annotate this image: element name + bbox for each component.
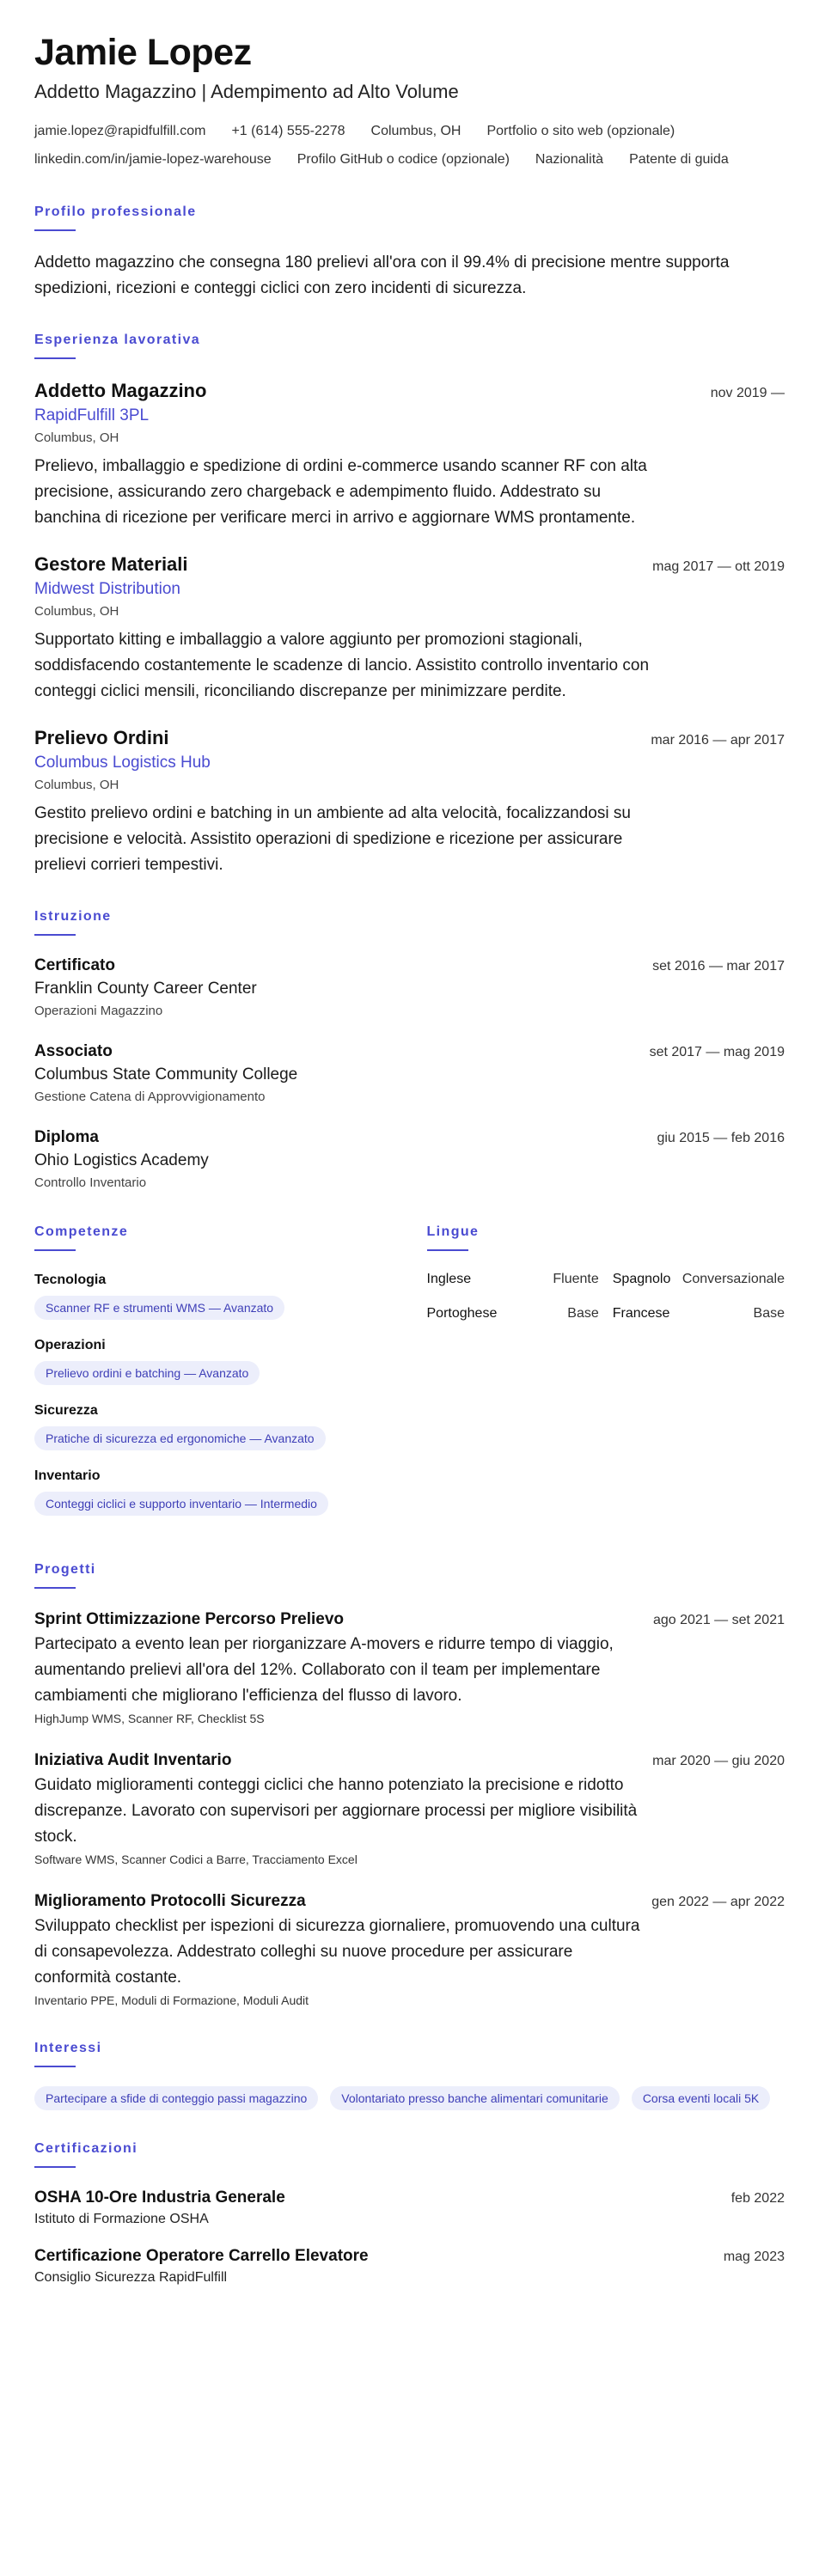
education-area: Gestione Catena di Approvvigionamento [34, 1090, 266, 1104]
certification-date: feb 2022 [730, 2191, 785, 2206]
section-title: Lingue [426, 1224, 480, 1239]
section-title: Interessi [34, 2041, 102, 2055]
candidate-name: Jamie Lopez [34, 32, 252, 73]
education-entry [34, 1126, 785, 1193]
contact-linkedin[interactable]: linkedin.com/in/jamie-lopez-warehouse [34, 152, 272, 167]
language-item [613, 1270, 785, 1289]
interest-pill: Partecipare a sfide di conteggio passi magazzino [34, 2086, 318, 2110]
skill-pill: Conteggi ciclici e supporto inventario — Intermedio [34, 1492, 328, 1516]
interest-pill: Volontariato presso banche alimentari comunitarie [330, 2086, 620, 2110]
language-item [427, 1304, 599, 1323]
contact-location: Columbus, OH [370, 124, 461, 138]
resume-header [34, 31, 785, 174]
language-name: Inglese [426, 1272, 472, 1286]
contact-phone[interactable]: +1 (614) 555-2278 [231, 124, 345, 138]
language-level: Fluente [553, 1272, 599, 1286]
contact-nationality: Nazionalità [535, 152, 604, 167]
section-title: Progetti [34, 1562, 96, 1577]
job-company: Columbus Logistics Hub [34, 754, 211, 772]
language-level: Conversazionale [681, 1272, 785, 1286]
candidate-headline: Addetto Magazzino | Adempimento ad Alto Volume [34, 81, 459, 102]
education-school: Ohio Logistics Academy [34, 1151, 209, 1169]
certification-entry [34, 2187, 785, 2230]
certification-date: mag 2023 [723, 2249, 785, 2264]
contact-email[interactable]: jamie.lopez@rapidfulfill.com [34, 124, 206, 138]
language-level: Base [567, 1306, 599, 1321]
education-entry [34, 955, 785, 1022]
education-section [34, 907, 785, 1193]
section-title: Competenze [34, 1224, 129, 1239]
project-entry [34, 1889, 785, 2010]
language-name: Francese [612, 1306, 670, 1321]
job-location: Columbus, OH [34, 604, 119, 619]
education-area: Operazioni Magazzino [34, 1004, 163, 1018]
contact-list [34, 117, 785, 174]
education-entry [34, 1041, 785, 1108]
job-position: Addetto Magazzino [34, 380, 207, 401]
certification-issuer: Istituto di Formazione OSHA [34, 2212, 209, 2226]
job-company: RapidFulfill 3PL [34, 406, 150, 424]
education-degree: Associato [34, 1042, 113, 1060]
project-description: Sviluppato checklist per ispezioni di sicurezza giornaliere, promuovendo una cultura di consapevolezza. Addestrato colleghi su nuove procedure per assicurare conformità costante. [34, 1917, 640, 1987]
section-title: Istruzione [34, 909, 112, 924]
project-name: Miglioramento Protocolli Sicurezza [34, 1892, 306, 1910]
section-title: Esperienza lavorativa [34, 333, 201, 347]
job-location: Columbus, OH [34, 430, 119, 445]
education-date: set 2016 — mar 2017 [652, 959, 785, 974]
certification-name: Certificazione Operatore Carrello Elevatore [34, 2247, 369, 2265]
skill-group [34, 1466, 393, 1516]
project-date: gen 2022 — apr 2022 [651, 1895, 785, 1909]
interests-section [34, 2039, 785, 2110]
section-divider [34, 2166, 76, 2168]
languages-section [427, 1223, 785, 1531]
skills-section [34, 1223, 393, 1531]
experience-entry [34, 378, 785, 531]
project-name: Sprint Ottimizzazione Percorso Prelievo [34, 1610, 345, 1628]
job-date: mar 2016 — apr 2017 [651, 733, 785, 748]
interests-list [34, 2086, 785, 2110]
skill-pill: Pratiche di sicurezza ed ergonomiche — Avanzato [34, 1426, 326, 1450]
experience-entry [34, 552, 785, 705]
job-description: Prelievo, imballaggio e spedizione di ordini e-commerce usando scanner RF con alta precisione, assicurando zero chargeback e adempimento fluido. Addestrato su banchina di ricezione per verificare merci in arrivo e aggiornare WMS prontamente. [34, 457, 647, 527]
experience-section [34, 331, 785, 878]
skill-group [34, 1335, 393, 1385]
profile-section [34, 203, 785, 302]
contact-github[interactable]: Profilo GitHub o codice (opzionale) [296, 152, 510, 167]
contact-portfolio[interactable]: Portfolio o sito web (opzionale) [486, 124, 675, 138]
certification-entry [34, 2245, 785, 2288]
language-name: Portoghese [426, 1306, 498, 1321]
projects-section [34, 1560, 785, 2010]
project-keywords: Software WMS, Scanner Codici a Barre, Tracciamento Excel [34, 1853, 358, 1866]
education-area: Controllo Inventario [34, 1175, 147, 1190]
education-school: Columbus State Community College [34, 1065, 298, 1084]
certification-name: OSHA 10-Ore Industria Generale [34, 2188, 285, 2207]
job-description: Supportato kitting e imballaggio a valore aggiunto per promozioni stagionali, soddisfacendo costantemente le scadenze di lancio. Assistito controllo inventario con conteggi ciclici mensili, riconciliando discrepanze per minimizzare perdite. [34, 631, 650, 700]
profile-summary: Addetto magazzino che consegna 180 prelievi all'ora con il 99.4% di precisione mentre supporta spedizioni, ricezioni e conteggi ciclici con zero incidenti di sicurezza. [34, 253, 730, 297]
project-entry [34, 1749, 785, 1869]
interest-pill: Corsa eventi locali 5K [632, 2086, 770, 2110]
project-description: Partecipato a evento lean per riorganizzare A-movers e ridurre tempo di viaggio, aumentando prelievi all'ora del 12%. Collaborato con il team per implementare cambiamenti che migliorano l'efficienza del flusso di lavoro. [34, 1635, 614, 1705]
skill-group-name: Inventario [34, 1468, 101, 1483]
skill-group-name: Operazioni [34, 1338, 106, 1352]
job-company: Midwest Distribution [34, 580, 180, 598]
project-entry [34, 1608, 785, 1728]
skill-group-name: Tecnologia [34, 1273, 107, 1287]
skill-group [34, 1401, 393, 1450]
education-date: set 2017 — mag 2019 [649, 1045, 785, 1059]
section-title: Certificazioni [34, 2141, 138, 2156]
project-date: mar 2020 — giu 2020 [652, 1754, 785, 1768]
project-description: Guidato miglioramenti conteggi ciclici che hanno potenziato la precisione e ridotto discrepanze. Lavorato con supervisori per aggiornare processi per migliore visibilità stock. [34, 1776, 638, 1846]
section-divider [34, 229, 76, 231]
certifications-section [34, 2140, 785, 2288]
language-level: Base [753, 1306, 785, 1321]
contact-driving-license: Patente di guida [629, 152, 729, 167]
job-description: Gestito prelievo ordini e batching in un ambiente ad alta velocità, focalizzandosi su precisione e velocità. Assistito operazioni di spedizione e ricezione per assicurare prelievi corrieri tempestivi. [34, 804, 631, 874]
education-date: giu 2015 — feb 2016 [657, 1131, 785, 1145]
job-position: Gestore Materiali [34, 553, 188, 575]
section-divider [34, 934, 76, 936]
skill-group [34, 1270, 393, 1320]
certification-issuer: Consiglio Sicurezza RapidFulfill [34, 2270, 228, 2285]
section-divider [34, 1249, 76, 1251]
language-name: Spagnolo [612, 1272, 671, 1286]
project-keywords: Inventario PPE, Moduli di Formazione, Moduli Audit [34, 1993, 309, 2007]
section-title: Profilo professionale [34, 204, 197, 219]
job-position: Prelievo Ordini [34, 727, 169, 748]
job-location: Columbus, OH [34, 778, 119, 792]
project-keywords: HighJump WMS, Scanner RF, Checklist 5S [34, 1712, 265, 1725]
skill-pill: Scanner RF e strumenti WMS — Avanzato [34, 1296, 284, 1320]
skill-group-name: Sicurezza [34, 1403, 98, 1418]
language-item [427, 1270, 599, 1289]
languages-grid [427, 1270, 785, 1323]
education-degree: Diploma [34, 1128, 99, 1146]
education-school: Franklin County Career Center [34, 980, 257, 998]
section-divider [34, 2066, 76, 2067]
section-divider [34, 1587, 76, 1589]
job-date: nov 2019 — [710, 386, 785, 400]
language-item [613, 1304, 785, 1323]
experience-entry [34, 725, 785, 878]
job-date: mag 2017 — ott 2019 [652, 559, 785, 574]
project-name: Iniziativa Audit Inventario [34, 1751, 232, 1769]
skills-languages-row [34, 1223, 785, 1531]
project-date: ago 2021 — set 2021 [652, 1613, 785, 1627]
section-divider [427, 1249, 468, 1251]
section-divider [34, 357, 76, 359]
skill-pill: Prelievo ordini e batching — Avanzato [34, 1361, 260, 1385]
education-degree: Certificato [34, 956, 115, 974]
